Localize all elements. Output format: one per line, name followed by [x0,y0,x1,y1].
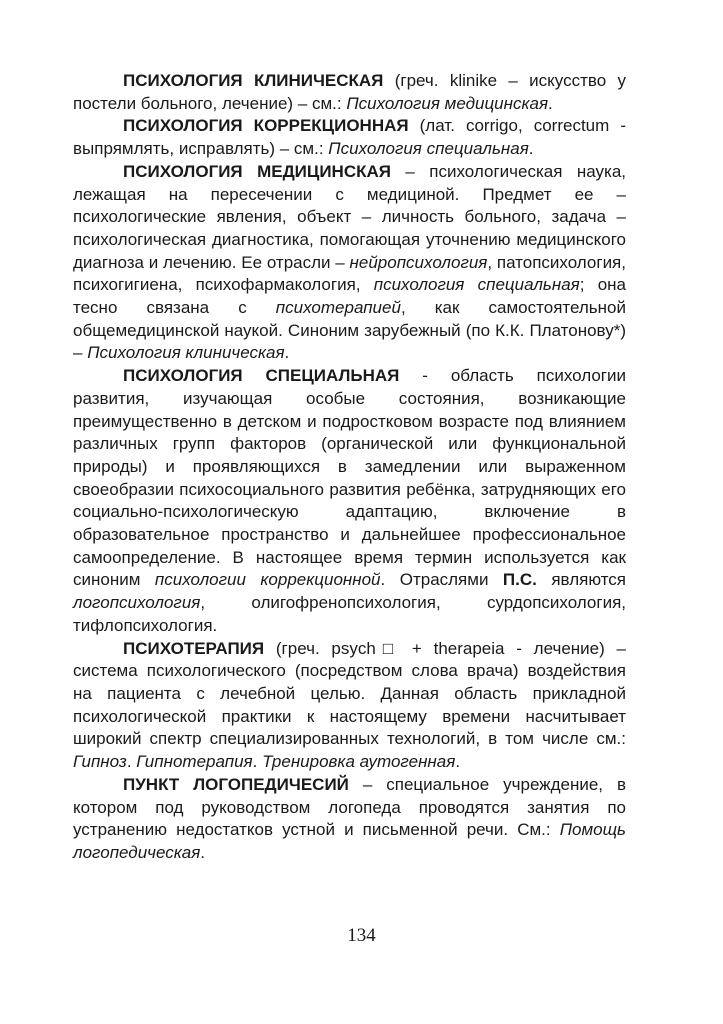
entry-term: ПСИХОЛОГИЯ СПЕЦИАЛЬНАЯ [123,366,400,386]
dictionary-page [73,70,626,865]
dictionary-entry [73,70,626,115]
entry-text: , патопсихология, психогигиена, психофармакология, [73,252,626,295]
entry-text: , олигофренопсихология, сурдопсихология, тифлопсихология. [73,593,626,635]
entry-text: , как самостоятельной общемедицинской наукой. Синоним зарубежный (по К.К. Платонову*) – [73,298,626,363]
entry-term: ПСИХОЛОГИЯ КОРРЕКЦИОННАЯ [123,116,409,136]
dictionary-entry [73,638,626,774]
cross-reference: нейропсихология [349,252,488,272]
cross-reference: Психология специальная [328,139,529,159]
entry-text: (лат. corrigo, correctum - выпрямлять, исправлять) – см.: [73,116,626,159]
entry-text: (греч. psych□ + therapeia - лечение) – система психологического (посредством слова врача) воздействия на пациента с лечебной целью. Данная область прикладной психологической практики к настоящему времени насчитывает широкий спектр специализированных технологий, в том числе см.: [73,638,626,749]
cross-reference: логопсихология [73,593,201,613]
entry-text: ; она тесно связана с [73,275,626,318]
entry-text: – специальное учреждение, в котором под руководством логопеда проводятся занятия по устранению недостатков устной и письменной речи. См.: [73,774,626,840]
cross-reference: Тренировка аутогенная [262,752,456,772]
entry-text: . [200,842,206,862]
cross-reference: Гипноз [73,752,127,772]
entry-text: . [252,752,263,772]
cross-reference: Психология медицинская [346,93,549,113]
cross-reference: психология специальная [373,275,580,295]
entry-term: ПСИХОТЕРАПИЯ [123,638,265,658]
entry-text: являются [536,570,626,590]
cross-reference: Гипнотерапия [136,752,253,772]
cross-reference: Психология клиническая [87,343,285,363]
entry-term: ПУНКТ ЛОГОПЕДИЧЕСИЙ [123,774,349,794]
entry-text: . [126,752,137,772]
cross-reference: психотерапией [275,298,401,318]
dictionary-entry [73,115,626,160]
entry-text: . [455,752,461,772]
cross-reference: психологии коррекционной [154,570,381,590]
entry-term: ПСИХОЛОГИЯ КЛИНИЧЕСКАЯ [123,71,384,90]
entry-text: - область психологии развития, изучающая особые состояния, возникающие преимущественно в детском и подростковом возрасте под влиянием различных групп факторов (органической или функциональной природы) и проявляющихся в замедлении или выраженном своеобразии психосоциального развития ребёнка, затрудняющих его социально-психологическую адаптацию, включение в образовательное пространство и дальнейшее профессиональное самоопределение. В настоящее время термин используется как синоним [73,366,626,590]
cross-reference: Помощь логопедическая [73,820,626,862]
dictionary-entry [73,365,626,637]
dictionary-entry [73,161,626,365]
entry-text: П.С. [502,570,537,590]
entry-term: ПСИХОЛОГИЯ МЕДИЦИНСКАЯ [123,161,391,181]
entry-text: . Отраслями [380,570,503,590]
dictionary-entry [73,774,626,865]
page-number: 134 [347,925,376,946]
entry-text: . [284,343,290,363]
entry-text: . [528,139,534,159]
entry-text: . [548,93,553,113]
entry-text: (греч. klinike – искусство у постели больного, лечение) – см.: [73,71,626,113]
entry-text: – психологическая наука, лежащая на пересечении с медициной. Предмет ее – психологические явления, объект – личность больного, задача – психологическая диагностика, помогающая уточнению медицинского диагноза и лечению. Ее отрасли – [73,161,626,272]
